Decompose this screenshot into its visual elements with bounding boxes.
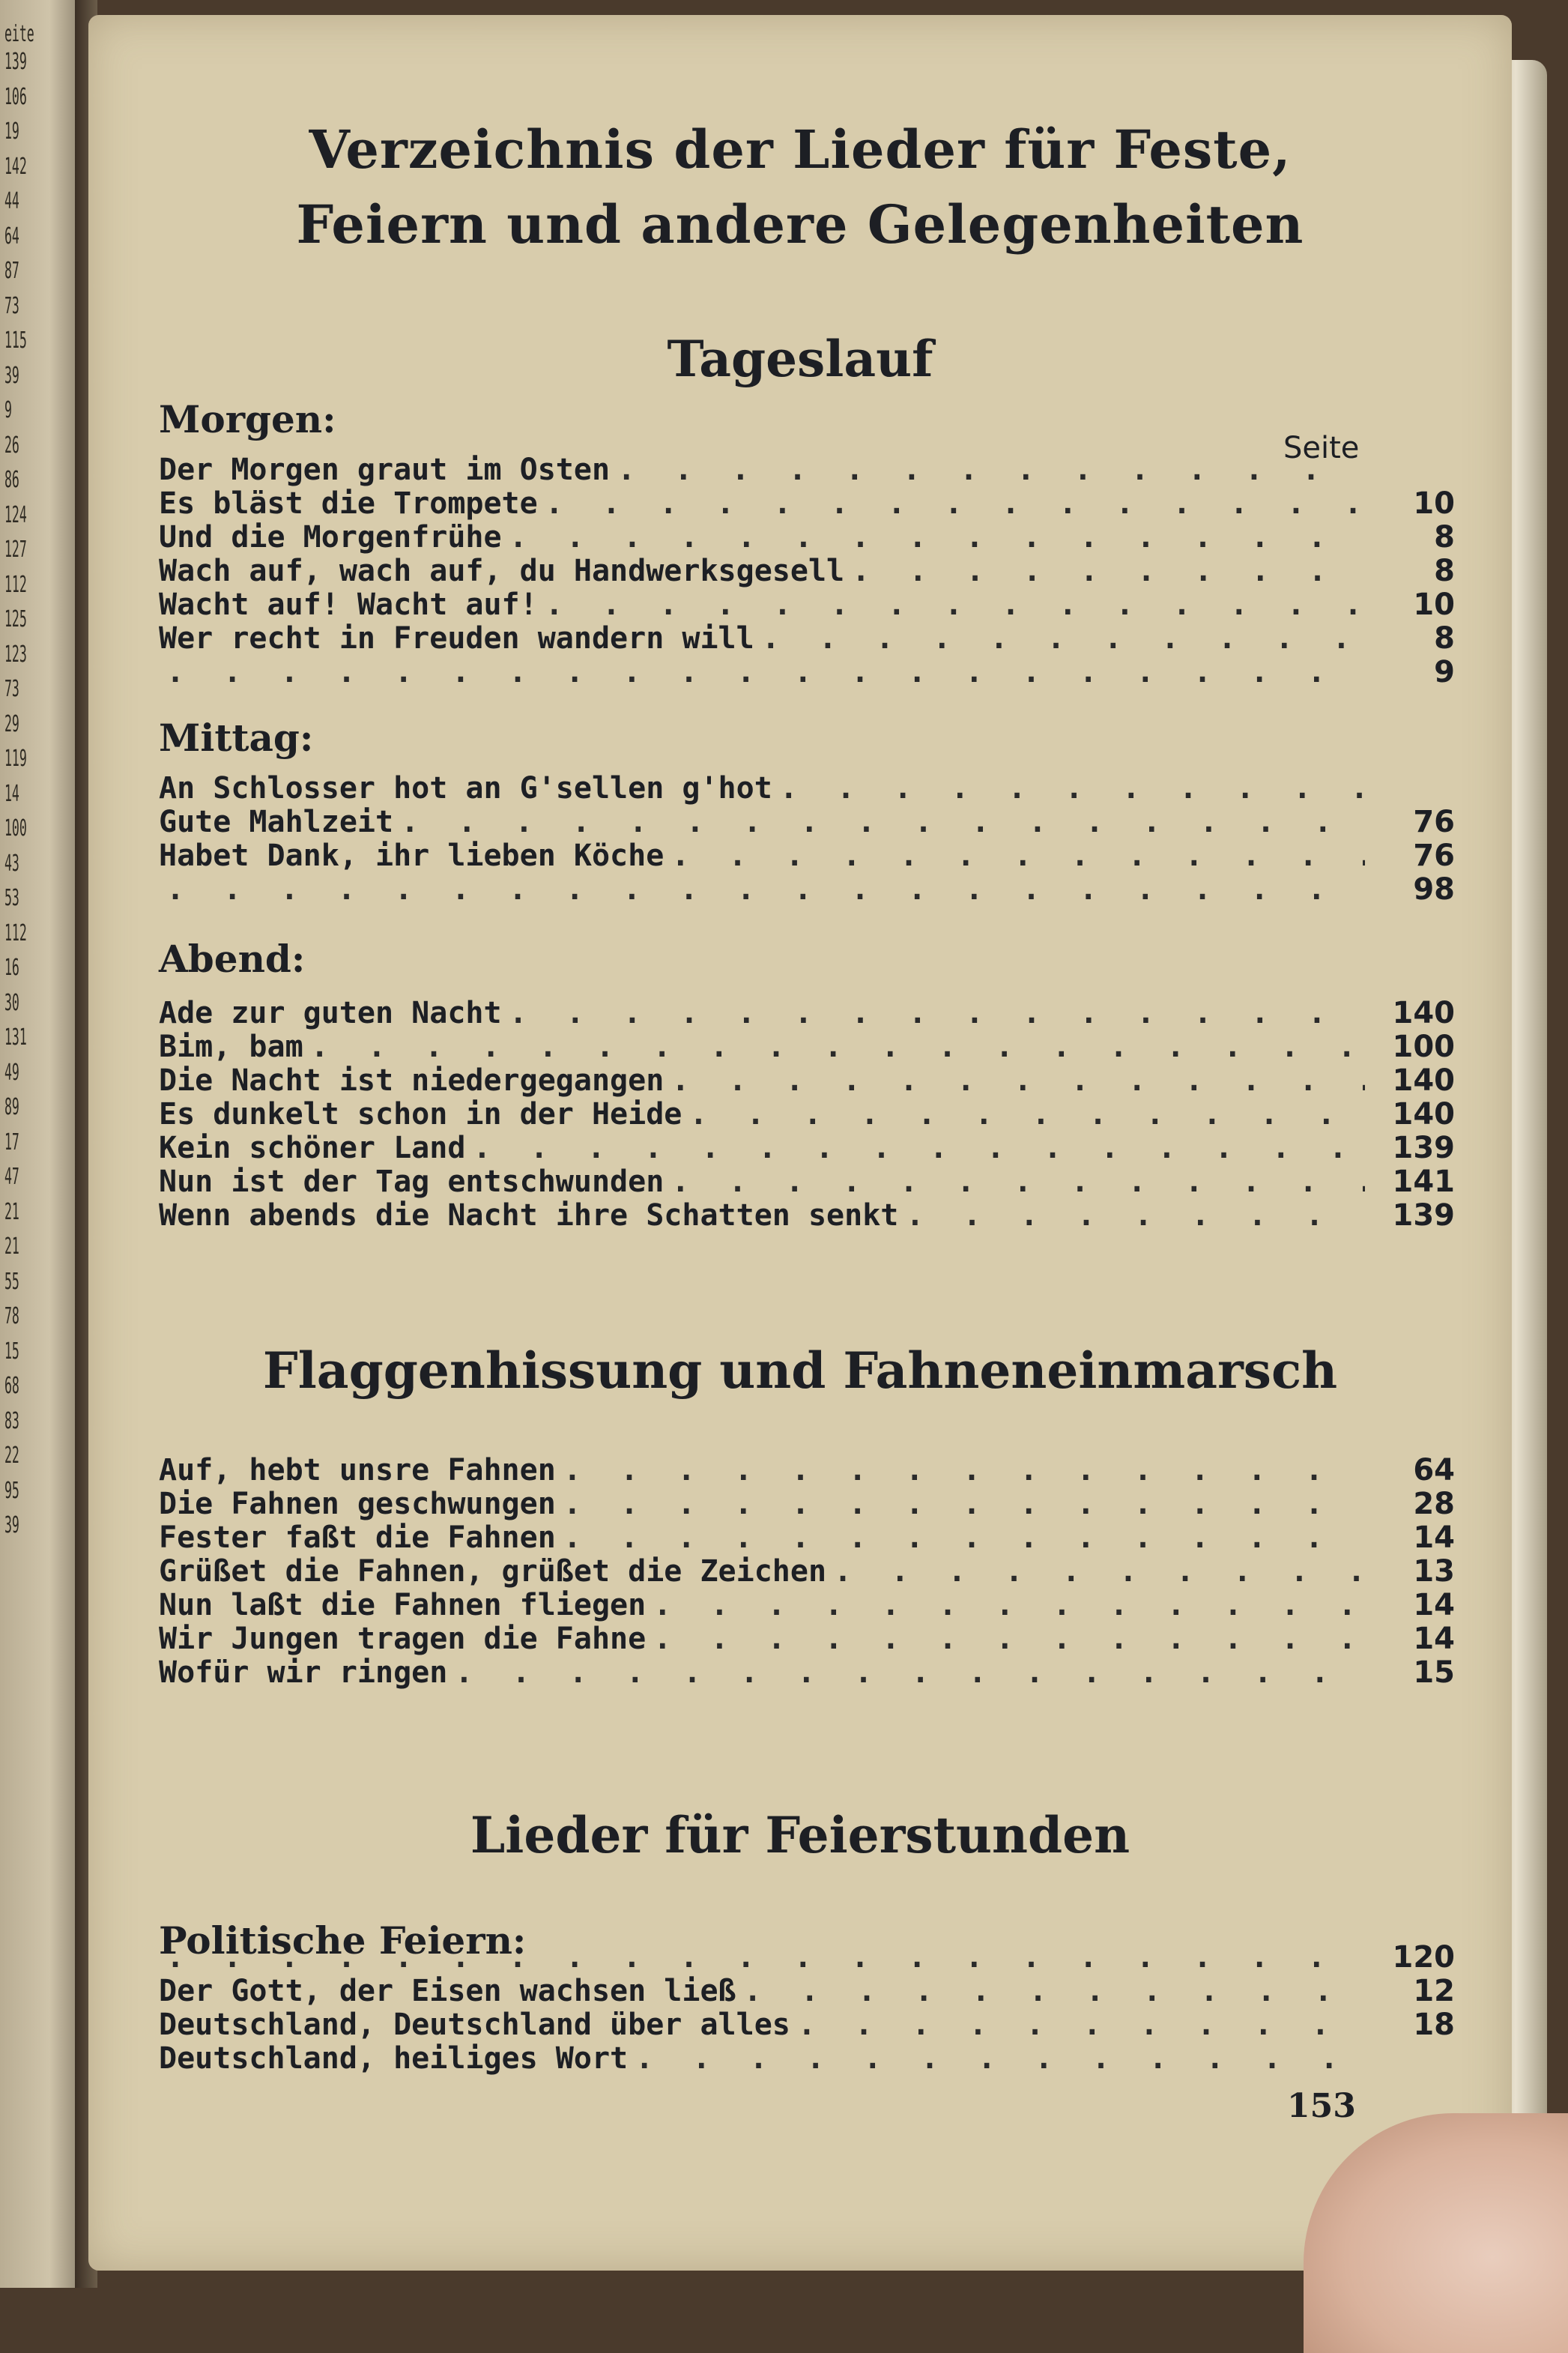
dot-leader bbox=[563, 1521, 1365, 1555]
toc-entry-title: Es dunkelt schon in der Heide bbox=[159, 1097, 682, 1132]
toc-entry-title: Deutschland, heiliges Wort bbox=[159, 2041, 629, 2076]
left-page-number: 89 bbox=[4, 1094, 19, 1120]
left-page-number: 39 bbox=[4, 362, 19, 389]
toc-entry bbox=[159, 521, 1455, 555]
left-page-number: 112 bbox=[4, 571, 27, 598]
dot-leader bbox=[653, 1589, 1365, 1622]
dot-leader bbox=[671, 839, 1365, 873]
toc-entry bbox=[159, 453, 1455, 487]
left-page-number: 16 bbox=[4, 955, 19, 981]
left-page-number: 17 bbox=[4, 1129, 19, 1156]
toc-entry bbox=[159, 1165, 1455, 1199]
toc-entry-title: Wer recht in Freuden wandern will bbox=[159, 621, 754, 656]
toc-entry-title: Deutschland, Deutschland über alles bbox=[159, 2008, 790, 2042]
toc-entry bbox=[159, 806, 1455, 839]
toc-entry bbox=[159, 2008, 1455, 2042]
dot-leader bbox=[401, 806, 1365, 839]
toc-entry-page: 139 bbox=[1392, 1131, 1455, 1165]
dot-leader bbox=[509, 521, 1365, 555]
toc-entry-page: 100 bbox=[1392, 1030, 1455, 1064]
toc-entry bbox=[159, 1521, 1455, 1555]
dot-leader bbox=[545, 588, 1365, 622]
dot-leader bbox=[455, 1656, 1365, 1690]
toc-entry bbox=[159, 2042, 1455, 2076]
dot-leader bbox=[166, 873, 1365, 907]
left-page-number: 125 bbox=[4, 606, 27, 632]
dot-leader bbox=[852, 555, 1365, 588]
page-title: Verzeichnis der Lieder für Feste, Feiern und andere Gelegenheiten bbox=[296, 118, 1304, 256]
dot-leader bbox=[166, 1941, 1365, 1975]
left-page-number: 87 bbox=[4, 258, 19, 284]
toc-entry-title: Und die Morgenfrühe bbox=[159, 520, 502, 555]
toc-entry-page: 14 bbox=[1413, 1622, 1455, 1656]
toc-entry-title: Wach auf, wach auf, du Handwerksgesell bbox=[159, 554, 845, 588]
left-page-number: 106 bbox=[4, 83, 27, 110]
left-page-number: 68 bbox=[4, 1373, 19, 1399]
toc-entry-page: 12 bbox=[1413, 1974, 1455, 2008]
left-page-header: eite bbox=[4, 21, 34, 47]
toc-entry-page: 28 bbox=[1413, 1487, 1455, 1521]
toc-entry-title: Wir Jungen tragen die Fahne bbox=[159, 1622, 647, 1656]
left-page-number: 142 bbox=[4, 153, 27, 180]
toc-entry bbox=[159, 555, 1455, 588]
subheading-politische-feiern: Politische Feiern: bbox=[159, 1918, 527, 1963]
subheading-morgen: Morgen: bbox=[159, 397, 336, 441]
toc-entry bbox=[159, 1030, 1455, 1064]
page-number: 153 bbox=[1287, 2087, 1356, 2125]
toc-entry bbox=[159, 1132, 1455, 1165]
toc-entry-title: Nun laßt die Fahnen fliegen bbox=[159, 1588, 647, 1622]
toc-entry-title: Auf, hebt unsre Fahnen bbox=[159, 1453, 556, 1487]
toc-entry-page: 9 bbox=[1434, 655, 1455, 689]
dot-leader bbox=[671, 1165, 1365, 1199]
section-title-flaggen: Flaggenhissung und Fahneneinmarsch bbox=[262, 1341, 1338, 1400]
toc-entry-page: 120 bbox=[1392, 1940, 1455, 1975]
left-page-number: 139 bbox=[4, 49, 27, 75]
left-page-number: 21 bbox=[4, 1198, 19, 1225]
dot-leader bbox=[473, 1132, 1365, 1165]
left-page-number: 22 bbox=[4, 1443, 19, 1469]
toc-entry-page: 15 bbox=[1413, 1655, 1455, 1690]
dot-leader bbox=[906, 1199, 1365, 1233]
dot-leader bbox=[563, 1487, 1365, 1521]
toc-entry-page: 14 bbox=[1413, 1520, 1455, 1555]
toc-entry-page: 8 bbox=[1434, 520, 1455, 555]
toc-entry-page: 10 bbox=[1413, 588, 1455, 622]
toc-entry-title: Die Fahnen geschwungen bbox=[159, 1487, 556, 1521]
left-page-number: 86 bbox=[4, 467, 19, 493]
toc-entry bbox=[159, 1487, 1455, 1521]
toc-entry bbox=[159, 1555, 1455, 1589]
toc-entry-title: Bim, bam bbox=[159, 1030, 303, 1064]
dot-leader bbox=[689, 1098, 1365, 1132]
dot-leader bbox=[563, 1454, 1365, 1487]
list-flaggen bbox=[159, 1454, 1455, 1690]
toc-entry bbox=[159, 588, 1455, 622]
toc-entry-page: 18 bbox=[1413, 2008, 1455, 2042]
dot-leader bbox=[617, 453, 1365, 487]
left-page-number: 123 bbox=[4, 641, 27, 668]
dot-leader bbox=[653, 1622, 1365, 1656]
toc-entry-page: 98 bbox=[1413, 872, 1455, 907]
list-morgen bbox=[159, 453, 1455, 689]
left-page-number: 119 bbox=[4, 746, 27, 772]
toc-entry-title: Habet Dank, ihr lieben Köche bbox=[159, 839, 665, 873]
dot-leader bbox=[545, 487, 1365, 521]
left-page-number: 19 bbox=[4, 118, 19, 145]
toc-entry bbox=[159, 839, 1455, 873]
toc-entry-title: Kein schöner Land bbox=[159, 1131, 466, 1165]
dot-leader bbox=[780, 772, 1365, 806]
left-page-number: 73 bbox=[4, 676, 19, 702]
left-page-number: 9 bbox=[4, 397, 12, 423]
toc-entry-title: Die Nacht ist niedergegangen bbox=[159, 1063, 665, 1098]
toc-entry bbox=[159, 997, 1455, 1030]
right-page bbox=[88, 15, 1512, 2271]
toc-entry bbox=[159, 1454, 1455, 1487]
toc-entry-title: Es bläst die Trompete bbox=[159, 486, 538, 521]
dot-leader bbox=[509, 997, 1365, 1030]
left-page-number: 127 bbox=[4, 537, 27, 563]
toc-entry bbox=[159, 772, 1455, 806]
toc-entry-page: 14 bbox=[1413, 1588, 1455, 1622]
section-title-tageslauf: Tageslauf bbox=[667, 330, 933, 388]
left-page-number: 83 bbox=[4, 1407, 19, 1434]
left-page-number: 131 bbox=[4, 1024, 27, 1051]
left-page bbox=[0, 0, 82, 2288]
toc-entry-page: 10 bbox=[1413, 486, 1455, 521]
left-page-number: 78 bbox=[4, 1303, 19, 1329]
toc-entry-page: 8 bbox=[1434, 621, 1455, 656]
left-page-number: 26 bbox=[4, 432, 19, 459]
left-page-number: 29 bbox=[4, 710, 19, 737]
toc-entry-title: Fester faßt die Fahnen bbox=[159, 1520, 556, 1555]
toc-entry-title: An Schlosser hot an G'sellen g'hot bbox=[159, 771, 772, 806]
left-page-number: 53 bbox=[4, 885, 19, 911]
dot-leader bbox=[798, 2008, 1365, 2042]
toc-entry-page: 76 bbox=[1413, 839, 1455, 873]
dot-leader bbox=[635, 2042, 1365, 2076]
toc-entry bbox=[159, 1656, 1455, 1690]
toc-entry bbox=[159, 873, 1455, 907]
toc-entry bbox=[159, 1975, 1455, 2008]
subheading-abend: Abend: bbox=[159, 937, 306, 981]
toc-entry bbox=[159, 1589, 1455, 1622]
toc-entry-title: Grüßet die Fahnen, grüßet die Zeichen bbox=[159, 1554, 827, 1589]
toc-entry-title: Ade zur guten Nacht bbox=[159, 996, 502, 1030]
toc-entry-title: Wenn abends die Nacht ihre Schatten senkt bbox=[159, 1198, 899, 1233]
section-title-feierstunden: Lieder für Feierstunden bbox=[470, 1806, 1130, 1864]
dot-leader bbox=[834, 1555, 1365, 1589]
left-page-number: 112 bbox=[4, 919, 27, 946]
left-page-number: 124 bbox=[4, 501, 27, 528]
left-page-number: 15 bbox=[4, 1338, 19, 1365]
dot-leader bbox=[671, 1064, 1365, 1098]
toc-entry-page: 76 bbox=[1413, 805, 1455, 839]
left-page-number: 49 bbox=[4, 1059, 19, 1086]
toc-entry-page: 140 bbox=[1392, 996, 1455, 1030]
toc-entry bbox=[159, 1941, 1455, 1975]
left-page-numbers bbox=[4, 45, 49, 1544]
list-mittag bbox=[159, 772, 1455, 907]
dot-leader bbox=[744, 1975, 1365, 2008]
toc-entry bbox=[159, 1098, 1455, 1132]
toc-entry-page: 140 bbox=[1392, 1063, 1455, 1098]
toc-entry-page: 140 bbox=[1392, 1097, 1455, 1132]
subheading-mittag: Mittag: bbox=[159, 716, 314, 760]
left-page-number: 43 bbox=[4, 850, 19, 877]
toc-entry-page: 64 bbox=[1413, 1453, 1455, 1487]
left-page-number: 64 bbox=[4, 223, 19, 250]
dot-leader bbox=[166, 656, 1365, 689]
left-page-number: 39 bbox=[4, 1512, 19, 1538]
left-page-number: 30 bbox=[4, 989, 19, 1016]
toc-entry bbox=[159, 622, 1455, 656]
page-column-label: Seite bbox=[1283, 431, 1360, 465]
list-politische-feiern bbox=[159, 1941, 1455, 2076]
left-page-number: 55 bbox=[4, 1268, 19, 1295]
left-page-number: 73 bbox=[4, 292, 19, 319]
toc-entry-page: 141 bbox=[1392, 1165, 1455, 1199]
toc-entry bbox=[159, 656, 1455, 689]
dot-leader bbox=[762, 622, 1365, 656]
toc-entry-page: 139 bbox=[1392, 1198, 1455, 1233]
toc-entry bbox=[159, 1199, 1455, 1233]
toc-entry bbox=[159, 1064, 1455, 1098]
toc-entry-title: Der Morgen graut im Osten bbox=[159, 453, 611, 487]
left-page-number: 21 bbox=[4, 1233, 19, 1260]
toc-entry-title: Gute Mahlzeit bbox=[159, 805, 394, 839]
left-page-number: 14 bbox=[4, 780, 19, 807]
toc-entry-title: Wacht auf! Wacht auf! bbox=[159, 588, 538, 622]
left-page-number: 100 bbox=[4, 815, 27, 842]
toc-entry-page: 8 bbox=[1434, 554, 1455, 588]
toc-entry-title: Wofür wir ringen bbox=[159, 1655, 448, 1690]
list-abend bbox=[159, 997, 1455, 1233]
toc-entry bbox=[159, 487, 1455, 521]
left-page-number: 47 bbox=[4, 1164, 19, 1190]
toc-entry bbox=[159, 1622, 1455, 1656]
left-page-number: 95 bbox=[4, 1477, 19, 1504]
left-page-number: 44 bbox=[4, 188, 19, 214]
toc-entry-title: Nun ist der Tag entschwunden bbox=[159, 1165, 665, 1199]
toc-entry-page: 13 bbox=[1413, 1554, 1455, 1589]
dot-leader bbox=[311, 1030, 1365, 1064]
toc-entry-title: Der Gott, der Eisen wachsen ließ bbox=[159, 1974, 736, 2008]
left-page-number: 115 bbox=[4, 327, 27, 354]
